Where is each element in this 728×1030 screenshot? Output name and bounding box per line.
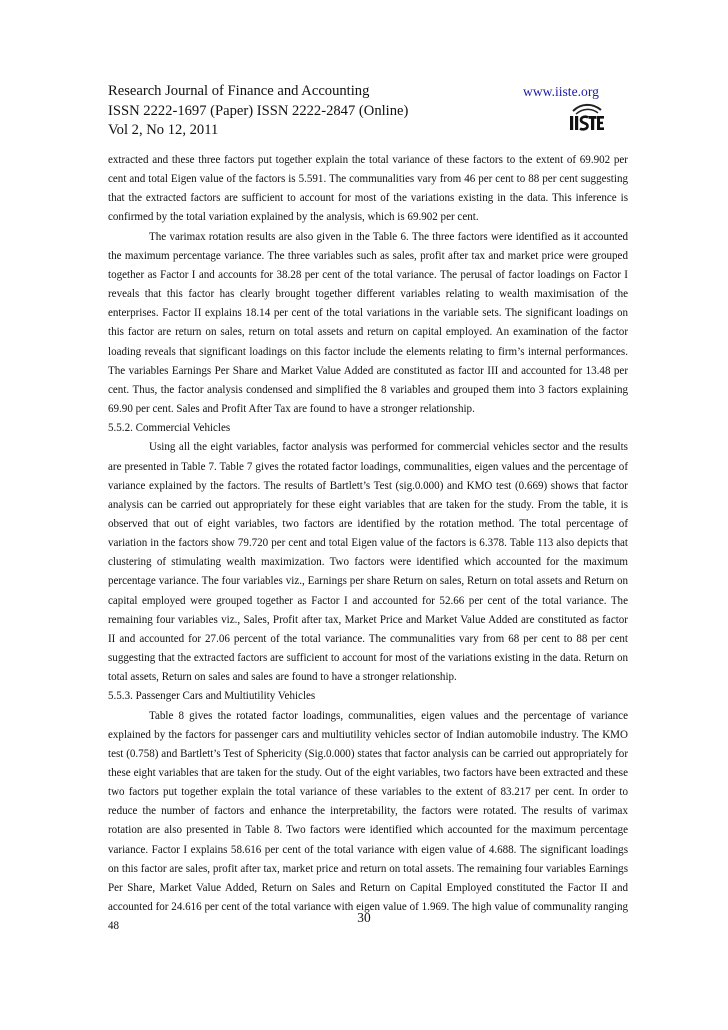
paragraph: Using all the eight variables, factor analysis was performed for commercial vehicles sector and the results are presented in Table 7. Table 7 gives the rotated factor loadings, communalities, eigen values and the percentage of variance explained by the factors. The results of Bartlett’s Test (sig.0.000) and KMO test (0.669) shows that factor analysis can be carried out appropriately for these eight variables that are taken for the study. From the table, it is observed that out of eight variables, two factors are identified by the rotation method. The total percentage of variation in the factors show 79.720 per cent and total Eigen value of the factors is 6.378. Table 113 also depicts that clustering of stimulating wealth maximization. Two factors were identified which accounted for the maximum percentage variance. The four variables viz., Earnings per share Return on sales, Return on total assets and Return on capital employed were grouped together as Factor I and accounted for 52.66 per cent of the total variance. The remaining four variables viz., Sales, Profit after tax, Market Price and Market Value Added are constituted as factor II and accounted for 27.06 percent of the total variance. The communalities vary from 68 per cent to 88 per cent suggesting that the extracted factors are sufficient to account for most of the variations existing in the data. Return on total assets, Return on sales and sales are found to have a stronger relationship.	[108, 441, 628, 684]
paragraph: Table 8 gives the rotated factor loadings, communalities, eigen values and the percentage of variance explained by the factors for passenger cars and multiutility vehicles sector of Indian automobile industry. The KMO test (0.758) and Bartlett’s Test of Sphericity (Sig.0.000) states that factor analysis can be carried out appropriately for these eight variables that are taken for the study. Out of the eight variables, two factors have been extracted and these two factors put together explain the total variance of these variables to the extent of 83.217 per cent. In order to reduce the number of factors and enhance the interpretability, the factors were rotated. The results of varimax rotation are also presented in Table 8. Two factors were identified which accounted for the maximum percentage variance. Factor I explains 58.616 per cent of the total variance with eigen value of 4.688. The significant loadings on this factor are sales, profit after tax, market price and return on total assets. The remaining four variables Earnings Per Share, Market Value Added, Return on Sales and Return on Capital Employed constituted the Factor II and accounted for 24.616 per cent of the total variance with eigen value of 1.969. The high value of communality ranging 48	[108, 709, 628, 933]
page-number: 30	[357, 910, 371, 925]
journal-title: Research Journal of Finance and Accounting	[108, 83, 370, 99]
section-heading-passenger-cars: 5.5.3. Passenger Cars and Multiutility Vehicles	[108, 690, 316, 703]
paragraph: extracted and these three factors put together explain the total variance of these factors to the extent of 69.902 per cent and total Eigen value of the factors is 5.591. The communalities vary from 46 per cent to 88 per cent suggesting that the extracted factors are sufficient to account for most of the variations existing in the data. This inference is confirmed by the total variation explained by the analysis, which is 69.902 per cent.	[108, 154, 628, 224]
section-heading-commercial-vehicles: 5.5.2. Commercial Vehicles	[108, 422, 231, 435]
page-header	[108, 82, 628, 141]
issn-line: ISSN 2222-1697 (Paper) ISSN 2222-2847 (Online)	[108, 102, 409, 119]
iiste-logo-icon	[567, 102, 605, 132]
body-text	[108, 151, 628, 936]
journal-url-link[interactable]: www.iiste.org	[523, 84, 599, 99]
volume-line: Vol 2, No 12, 2011	[108, 122, 219, 138]
paragraph: The varimax rotation results are also given in the Table 6. The three factors were identified as it accounted the maximum percentage variance. The three variables such as sales, profit after tax and market price were grouped together as Factor I and accounts for 38.28 per cent of the total variance. The perusal of factor loadings on Factor I reveals that this factor has clearly brought together different variables relating to wealth maximisation of the enterprises. Factor II explains 18.14 per cent of the total variations in the variable sets. The significant loadings on this factor are return on sales, return on total assets and return on capital employed. An examination of the factor loading reveals that significant loadings on this factor include the elements relating to firm’s internal performances. The variables Earnings Per Share and Market Value Added are constituted as factor III and accounted for 13.48 per cent. Thus, the factor analysis condensed and simplified the 8 variables and grouped them into 3 factors explaining 69.90 per cent. Sales and Profit After Tax are found to have a stronger relationship.	[108, 230, 628, 416]
